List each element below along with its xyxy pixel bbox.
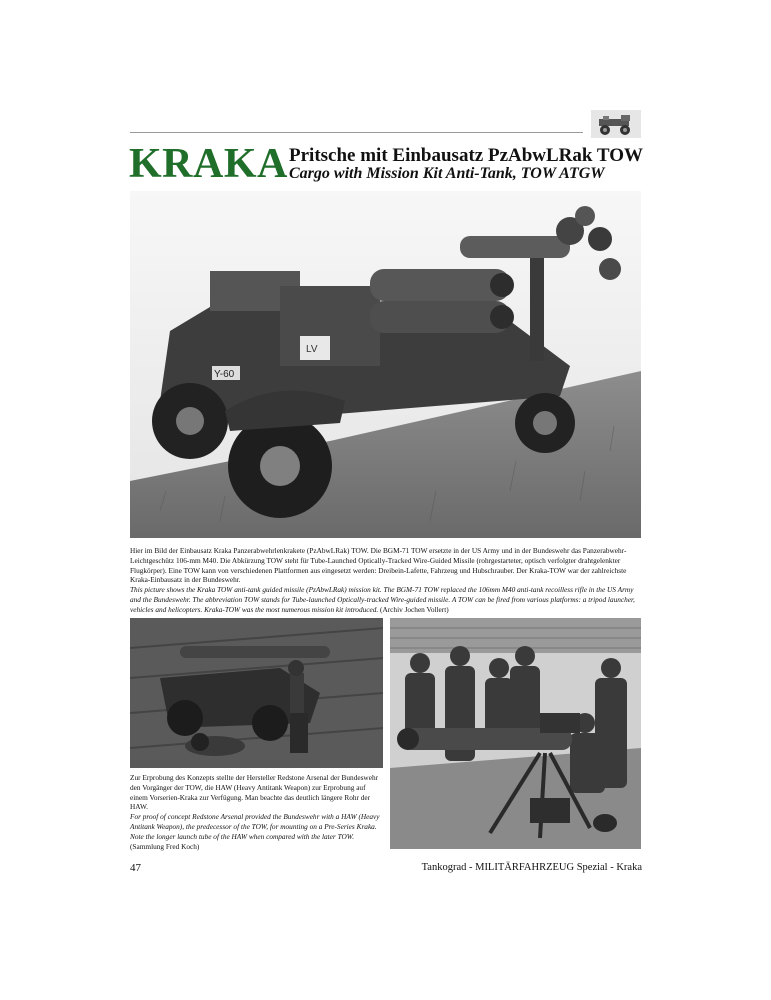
left-photo-caption	[130, 773, 384, 851]
page-title-german: Pritsche mit Einbausatz PzAbwLRak TOW	[289, 145, 643, 166]
caption-main-english: This picture shows the Kraka TOW anti-tank guided missile (PzAbwLRak) mission kit. The BGM-71 TOW replaced the 106mm M40 anti-tank recoilless rifle in the US Army and the Bundeswehr. The abbreviation TOW stands for Tube-launched Optically-tracked Wire-guided missile. A TOW can be fired from various platforms: a tripod launcher, vehicles and helicopters. Kraka-TOW was the most numerous mission kit introduced.	[130, 585, 635, 614]
caption-left-credit: (Sammlung Fred Koch)	[130, 841, 200, 851]
page-title-kraka: KRAKA	[129, 141, 288, 187]
caption-main-german: Hier im Bild der Einbausatz Kraka Panzerabwehrlenkrakete (PzAbwLRak) TOW. Die BGM-71 TOW ersetzte in der US Army und in der Bundeswehr das Panzerabwehr-Leichtgeschütz 106-mm M40. Die Abkürzung TOW steht für Tube-Launched Optically-Tracked Wire-Guided Missile (rohrgestarteter, optisch verfolgter drahtgelenkter Flugkörper). Eine TOW kann von verschiedenen Plattformen aus eingesetzt werden: Dreibein-Lafette, Fahrzeug und Hubschrauber. Der Kraka-TOW war der zahlreichste Kraka-Einbausatz in der Bundeswehr.	[130, 546, 627, 585]
page-number: 47	[130, 862, 141, 874]
caption-main-english-block	[130, 585, 642, 614]
photo-haw-pre-series-kraka	[130, 618, 383, 768]
main-photo-caption	[130, 546, 642, 615]
page-title-english: Cargo with Mission Kit Anti-Tank, TOW ATGW	[289, 165, 605, 182]
main-photo-kraka-tow	[130, 191, 641, 538]
photo-tow-tripod-soldiers	[390, 618, 641, 849]
caption-left-english: For proof of concept Redstone Arsenal provided the Bundeswehr with a HAW (Heavy Antitank Weapon), the predecessor of the TOW, for mounting on a Pre-Series Kraka. Note the longer launch tube of the HAW when compared with the later TOW.	[130, 812, 380, 841]
footer-publication: Tankograd - MILITÄRFAHRZEUG Spezial - Kraka	[421, 862, 642, 873]
header-rule	[130, 132, 583, 133]
caption-left-english-block	[130, 812, 384, 851]
caption-left-german: Zur Erprobung des Konzepts stellte der Hersteller Redstone Arsenal der Bundeswehr den Vorgänger der TOW, die HAW (Heavy Antitank Weapon) zur Erprobung auf einem Vorserien-Kraka zur Verfügung. Man beachte das deutlich längere Rohr der HAW.	[130, 773, 379, 812]
vehicle-number-plate: Y-60	[214, 369, 235, 380]
kraka-vehicle-thumbnail-icon	[591, 110, 641, 138]
caption-main-credit: (Archiv Jochen Vollert)	[380, 604, 449, 614]
vehicle-plate-mark: LV	[306, 344, 318, 355]
